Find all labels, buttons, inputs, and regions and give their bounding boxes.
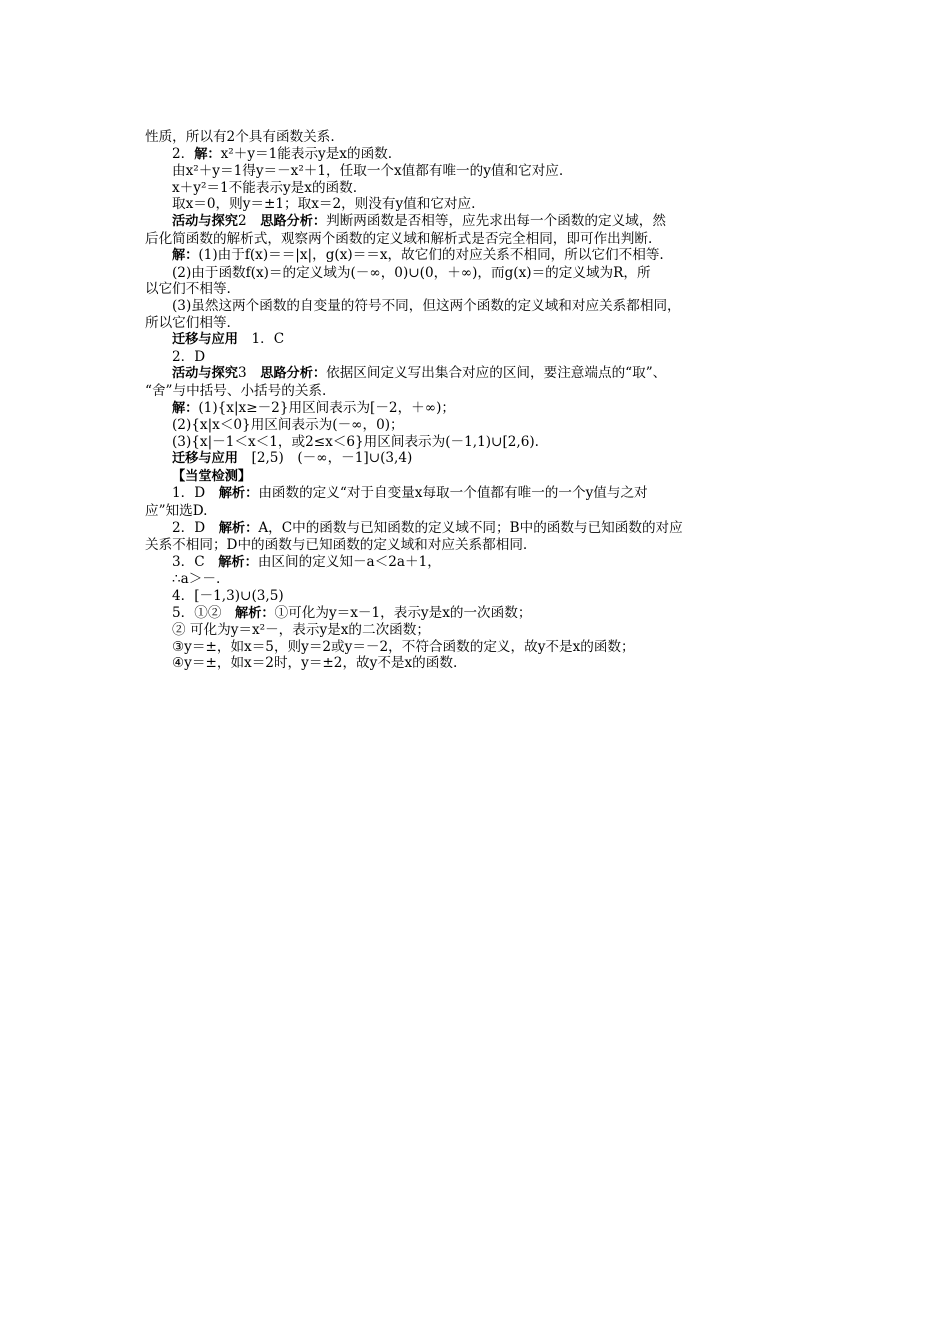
text-segment: (3){x|－1＜x＜1，或2≤x＜6}用区间表示为(－1,1)∪[2,6). — [172, 433, 539, 450]
bold-label: 思路分析： — [260, 366, 327, 382]
text-line — [145, 400, 815, 418]
text-segment: 3．C — [172, 553, 219, 570]
text-segment: 由区间的定义知－a＜2a＋1， — [257, 553, 441, 570]
text-segment: ∴a＞－. — [172, 571, 221, 588]
text-segment: (1){x|x≥－2}用区间表示为[－2，＋∞)； — [198, 399, 455, 416]
bold-label: 解析： — [235, 605, 275, 621]
bold-label: 迁移与应用 — [172, 332, 238, 348]
text-segment: (2){x|x＜0}用区间表示为(－∞，0)； — [172, 417, 404, 434]
text-line — [145, 163, 815, 180]
bold-label: 解析： — [218, 486, 259, 502]
bold-label: 迁移与应用 — [172, 451, 238, 467]
text-segment: 2． — [172, 145, 195, 162]
text-segment: 由函数的定义“对于自变量x每取一个值都有唯一的一个y值与之对 — [258, 485, 648, 502]
text-line — [145, 196, 815, 213]
bold-label: 解： — [194, 146, 221, 162]
text-segment: 2．D — [172, 519, 219, 536]
text-line — [145, 365, 815, 383]
text-segment: [2,5) (－∞，－1]∪(3,4) — [237, 450, 413, 467]
text-line — [145, 655, 815, 672]
text-segment: 后化简函数的解析式，观察两个函数的定义域和解析式是否完全相同，即可作出判断. — [145, 230, 653, 247]
text-segment: 1．C — [237, 331, 285, 348]
text-line — [145, 434, 815, 451]
text-segment: “舍”与中括号、小括号的关系. — [145, 382, 327, 399]
text-line — [145, 247, 815, 265]
text-line — [145, 485, 815, 503]
text-segment: ③y＝±，如x＝5，则y＝2或y＝－2，不符合函数的定义，故y不是x的函数； — [172, 638, 635, 655]
text-line — [145, 146, 815, 164]
text-segment: 所以它们相等. — [145, 314, 231, 331]
text-line — [145, 231, 815, 248]
text-line — [145, 180, 815, 197]
text-line — [145, 349, 815, 366]
text-segment: (1)由于f(x)＝＝|x|，g(x)＝＝x，故它们的对应关系不相同，所以它们不相等. — [198, 247, 664, 264]
text-line — [145, 383, 815, 400]
text-line — [145, 554, 815, 572]
bold-label: 活动与探究 — [172, 213, 238, 229]
text-segment: 1．D — [172, 485, 219, 502]
text-line — [145, 213, 815, 231]
text-segment: 由x²＋y＝1得y＝－x²＋1，任取一个x值都有唯一的y值和它对应. — [172, 163, 564, 180]
text-line — [145, 468, 815, 486]
text-segment: 3 — [237, 365, 261, 382]
text-segment: 2．D — [172, 348, 206, 365]
bold-label: 解析： — [218, 554, 258, 570]
text-line — [145, 129, 815, 146]
text-segment: ④y＝±，如x＝2时，y＝±2，故y不是x的函数. — [172, 655, 458, 672]
text-line — [145, 639, 815, 656]
text-segment: x＋y²＝1不能表示y是x的函数. — [172, 179, 358, 196]
text-segment: A，C中的函数与已知函数的定义域不同；B中的函数与已知函数的对应 — [258, 519, 683, 536]
text-segment: 4．[－1,3)∪(3,5) — [172, 588, 284, 605]
text-line — [145, 331, 815, 349]
text-line — [145, 503, 815, 520]
text-segment: 关系不相同；D中的函数与已知函数的定义域和对应关系都相同. — [145, 537, 528, 554]
text-segment: ①可化为y＝x－1，表示y是x的一次函数； — [274, 604, 532, 621]
text-line — [145, 588, 815, 605]
bold-label: 解： — [172, 400, 199, 416]
bold-label: 思路分析： — [260, 213, 327, 229]
bold-label: 活动与探究 — [172, 366, 238, 382]
text-segment: 取x＝0，则y＝±1；取x＝2，则没有y值和它对应. — [172, 196, 476, 213]
text-line — [145, 281, 815, 298]
bold-label: 解析： — [218, 520, 259, 536]
bold-label: 解： — [172, 248, 199, 264]
text-segment: 依据区间定义写出集合对应的区间，要注意端点的“取”、 — [326, 365, 667, 382]
text-segment: 2 — [237, 212, 261, 229]
text-line — [145, 571, 815, 588]
text-line — [145, 605, 815, 623]
text-line — [145, 537, 815, 554]
text-line — [145, 450, 815, 468]
text-line — [145, 265, 815, 282]
text-segment: 以它们不相等. — [145, 281, 231, 298]
text-segment: ② 可化为y＝x²－，表示y是x的二次函数； — [172, 622, 430, 639]
document-page — [145, 129, 815, 672]
text-line — [145, 622, 815, 639]
text-segment: (3)虽然这两个函数的自变量的符号不同，但这两个函数的定义域和对应关系都相同， — [172, 297, 681, 314]
text-segment: 判断两函数是否相等，应先求出每一个函数的定义域，然 — [326, 212, 666, 229]
text-line — [145, 417, 815, 434]
text-line — [145, 298, 815, 315]
text-segment: (2)由于函数f(x)＝的定义域为(－∞，0)∪(0，＋∞)，而g(x)＝的定义域为R，所 — [172, 264, 651, 281]
text-segment: x²＋y＝1能表示y是x的函数. — [220, 145, 393, 162]
text-segment: 5．①② — [172, 604, 236, 621]
text-segment: 应”知选D. — [145, 503, 208, 520]
text-segment: 性质，所以有2个具有函数关系. — [145, 129, 335, 145]
text-line — [145, 520, 815, 538]
text-line — [145, 315, 815, 332]
bold-label: 【当堂检测】 — [172, 468, 252, 484]
